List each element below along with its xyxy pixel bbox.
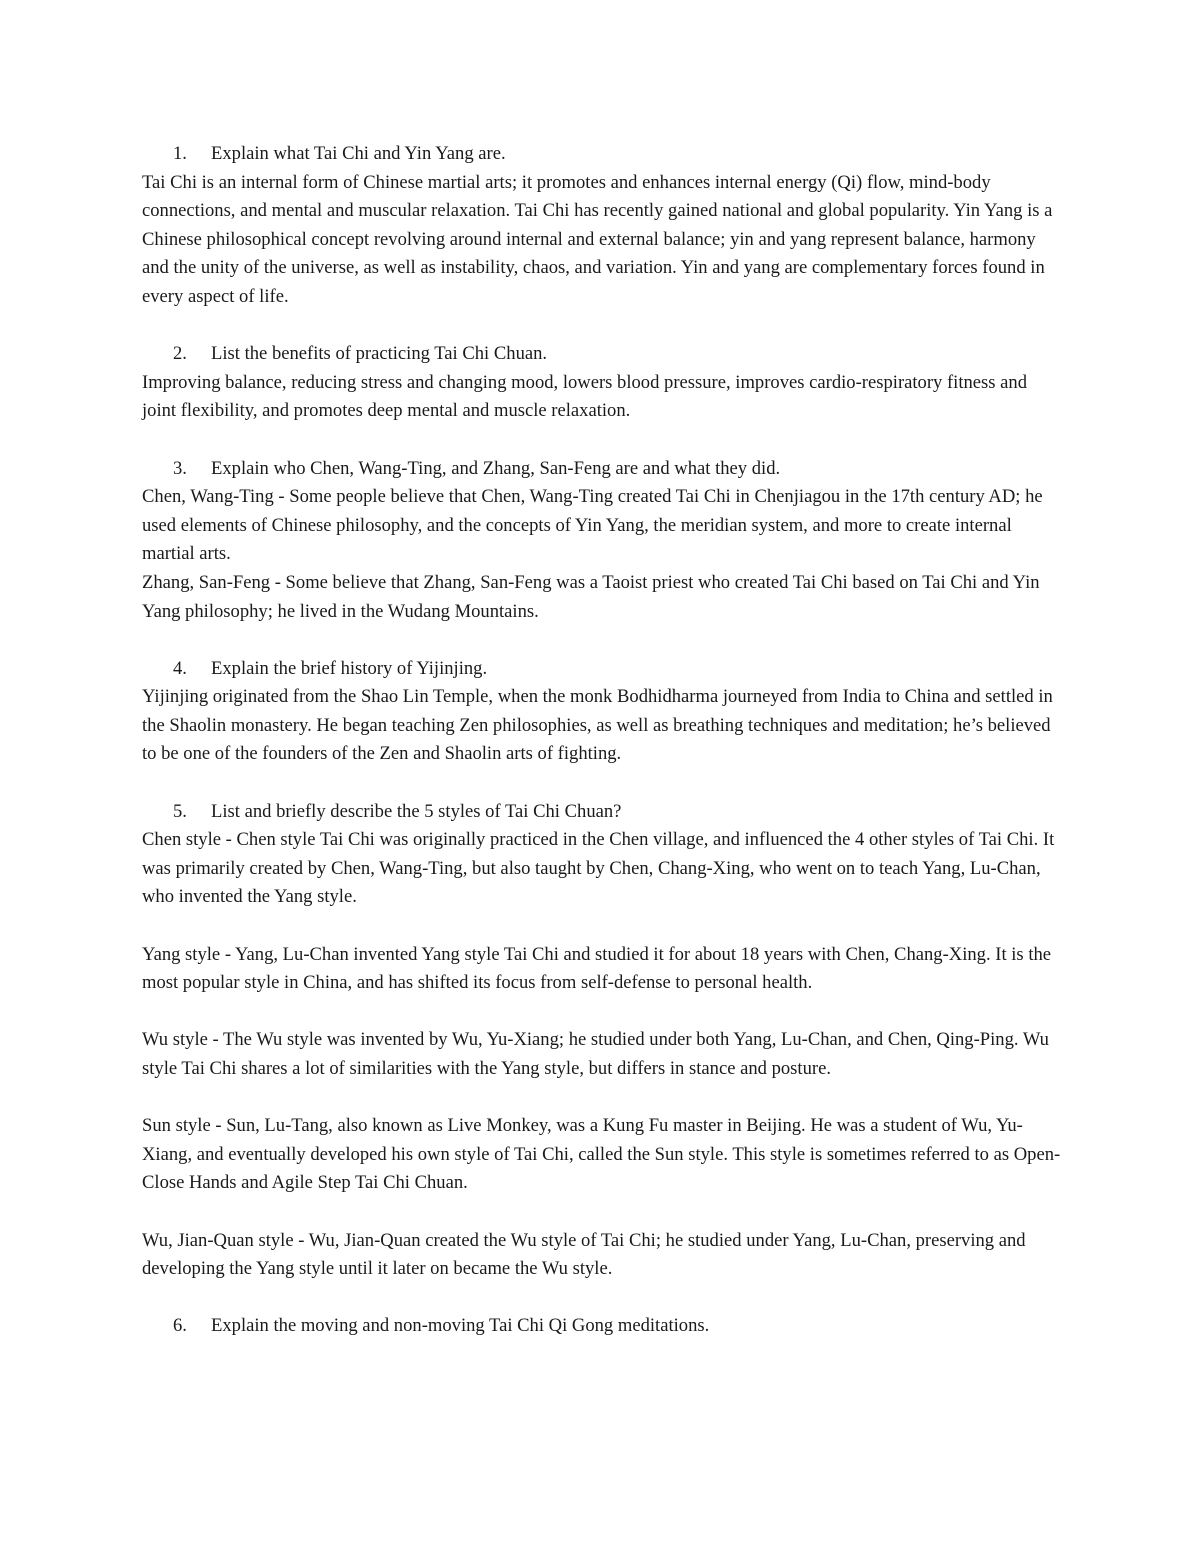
answer-paragraph: Wu, Jian-Quan style - Wu, Jian-Quan created the Wu style of Tai Chi; he studied under Yang, Lu-Chan, preserving and developing the Yang style until it later on became the Wu style. [142, 1229, 1026, 1280]
question-number: 1. [173, 143, 187, 164]
blank-line [142, 1284, 1062, 1313]
question-number: 3. [173, 457, 187, 479]
blank-line [142, 1198, 1062, 1227]
question-text: Explain who Chen, Wang-Ting, and Zhang, San-Feng are and what they did. [211, 457, 781, 479]
blank-line [142, 426, 1062, 455]
question-text: List the benefits of practicing Tai Chi Chuan. [211, 343, 548, 365]
question-text: List and briefly describe the 5 styles of Tai Chi Chuan? [211, 800, 622, 822]
blank-line [142, 312, 1062, 341]
question-number: 6. [173, 1315, 187, 1337]
answer-paragraph: Yang style - Yang, Lu-Chan invented Yang style Tai Chi and studied it for about 18 years with Chen, Chang-Xing. It is the most popular style in China, and has shifted its focus from self-defense to personal health. [142, 943, 1052, 994]
blank-line [142, 998, 1062, 1027]
question-2 [142, 340, 1062, 369]
question-text: Explain the brief history of Yijinjing. [211, 657, 488, 679]
question-text: Explain what Tai Chi and Yin Yang are. [211, 143, 506, 164]
question-6 [142, 1312, 1062, 1341]
question-4 [142, 655, 1062, 684]
question-text: Explain the moving and non-moving Tai Chi Qi Gong meditations. [211, 1315, 710, 1337]
answer-paragraph: Wu style - The Wu style was invented by Wu, Yu-Xiang; he studied under both Yang, Lu-Chan, and Chen, Qing-Ping. Wu style Tai Chi shares a lot of similarities with the Yang style, but differs in stance and posture. [142, 1029, 1049, 1079]
question-number: 4. [173, 657, 187, 679]
blank-line [142, 769, 1062, 798]
blank-line [142, 912, 1062, 941]
question-number: 5. [173, 800, 187, 822]
document-body [142, 140, 1062, 1341]
question-number: 2. [173, 343, 187, 365]
blank-line [142, 626, 1062, 655]
answer-paragraph: Sun style - Sun, Lu-Tang, also known as Live Monkey, was a Kung Fu master in Beijing. He was a student of Wu, Yu-Xiang, and eventually developed his own style of Tai Chi, called the Sun style. This style is sometimes referred to as Open-Close Hands and Agile Step Tai Chi Chuan. [142, 1115, 1061, 1194]
answer-paragraph: Improving balance, reducing stress and changing mood, lowers blood pressure, improves cardio-respiratory fitness and joint flexibility, and promotes deep mental and muscle relaxation. [142, 371, 1028, 422]
question-5 [142, 798, 1062, 827]
answer-paragraph: Yijinjing originated from the Shao Lin Temple, when the monk Bodhidharma journeyed from India to China and settled in the Shaolin monastery. He began teaching Zen philosophies, as well as breathing techniques and meditation; he’s believed to be one of the founders of the Zen and Shaolin arts of fighting. [142, 686, 1053, 765]
answer-paragraph: Chen, Wang-Ting - Some people believe that Chen, Wang-Ting created Tai Chi in Chenjiagou in the 17th century AD; he used elements of Chinese philosophy, and the concepts of Yin Yang, the meridian system, and more to create internal martial arts. [142, 486, 1043, 565]
answer-paragraph: Tai Chi is an internal form of Chinese martial arts; it promotes and enhances internal energy (Qi) flow, mind-body connections, and mental and muscular relaxation. Tai Chi has recently gained national and global popularity. Yin Yang is a Chinese philosophical concept revolving around internal and external balance; yin and yang represent balance, harmony and the unity of the universe, as well as instability, chaos, and variation. Yin and yang are complementary forces found in every aspect of life. [142, 171, 1053, 307]
question-1 [142, 140, 1062, 169]
answer-paragraph: Zhang, San-Feng - Some believe that Zhang, San-Feng was a Taoist priest who created Tai Chi based on Tai Chi and Yin Yang philosophy; he lived in the Wudang Mountains. [142, 571, 1040, 622]
blank-line [142, 1084, 1062, 1113]
question-3 [142, 455, 1062, 484]
answer-paragraph: Chen style - Chen style Tai Chi was originally practiced in the Chen village, and influenced the 4 other styles of Tai Chi. It was primarily created by Chen, Wang-Ting, but also taught by Chen, Chang-Xing, who went on to teach Yang, Lu-Chan, who invented the Yang style. [142, 829, 1055, 908]
